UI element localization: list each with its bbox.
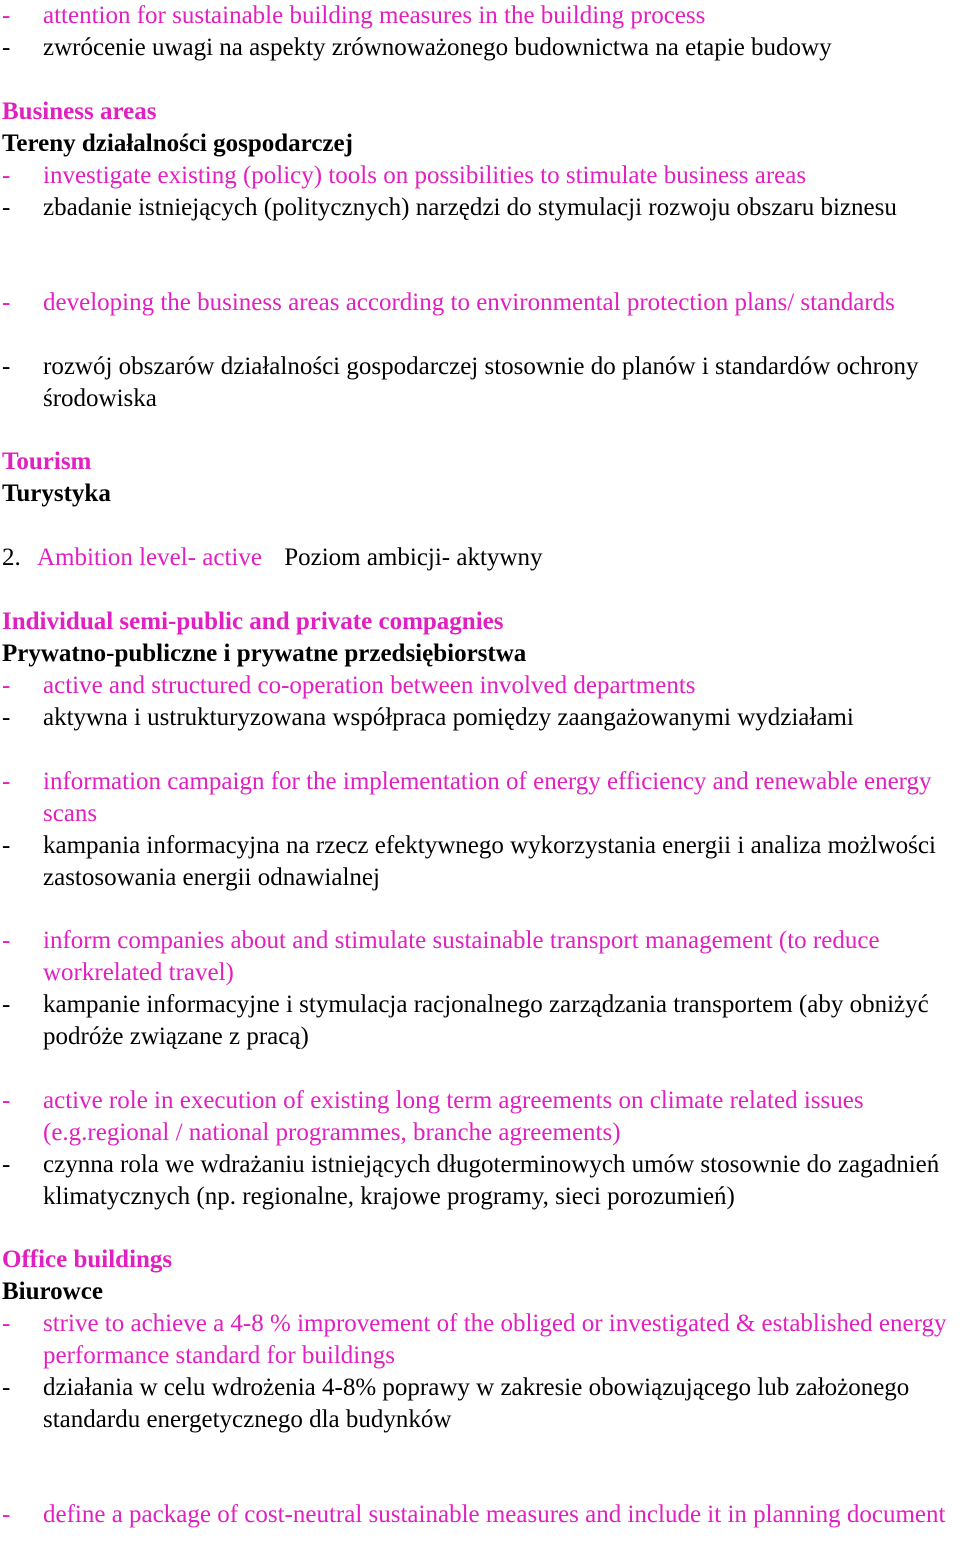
list-item (2, 830, 954, 894)
bullet-dash: - (2, 672, 11, 699)
ambition-level-polish: Poziom ambicji- aktywny (284, 544, 543, 571)
bullet-dash: - (2, 1087, 11, 1114)
bullet-dash: - (2, 927, 11, 954)
bullet-text-english: attention for sustainable building measures in the building process (43, 2, 706, 29)
bullet-dash: - (2, 289, 11, 316)
list-item (2, 1085, 954, 1149)
bullet-dash: - (2, 194, 11, 221)
bullet-text-english: define a package of cost-neutral sustainable measures and include it in planning document (43, 1501, 946, 1528)
bullet-text-polish: działania w celu wdrożenia 4-8% poprawy w zakresie obowiązującego lub założonego standardu energetycznego dla budynków (43, 1374, 910, 1433)
list-item (2, 1308, 954, 1372)
bullet-text-english: strive to achieve a 4-8 % improvement of the obliged or investigated & established energy performance standard for buildings (43, 1310, 947, 1369)
list-item (2, 32, 954, 64)
bullet-dash: - (2, 162, 11, 189)
section-heading-polish: Biurowce (2, 1278, 103, 1305)
bullet-text-english: investigate existing (policy) tools on possibilities to stimulate business areas (43, 162, 807, 189)
bullet-dash: - (2, 353, 11, 380)
list-item (2, 287, 954, 319)
bullet-dash: - (2, 704, 11, 731)
bullet-text-polish: rozwój obszarów działalności gospodarczej stosownie do planów i standardów ochrony środowiska (43, 353, 919, 412)
list-item (2, 766, 954, 830)
bullet-dash: - (2, 768, 11, 795)
list-item (2, 160, 954, 192)
section-heading-polish: Turystyka (2, 480, 111, 507)
section-heading-english: Business areas (2, 98, 157, 125)
list-item (2, 192, 954, 224)
bullet-dash: - (2, 2, 11, 29)
bullet-dash: - (2, 832, 11, 859)
list-item (2, 989, 954, 1053)
list-item (2, 0, 954, 32)
list-item (2, 351, 954, 415)
section-heading-english: Office buildings (2, 1246, 173, 1273)
list-item (2, 925, 954, 989)
bullet-dash: - (2, 991, 11, 1018)
list-item (2, 670, 954, 702)
section-heading-english: Individual semi-public and private compagnies (2, 608, 504, 635)
section-heading-polish: Tereny działalności gospodarczej (2, 130, 353, 157)
bullet-text-polish: aktywna i ustrukturyzowana współpraca pomiędzy zaangażowanymi wydziałami (43, 704, 854, 731)
ambition-level-english: Ambition level- active (37, 544, 262, 571)
bullet-text-polish: zwrócenie uwagi na aspekty zrównoważonego budownictwa na etapie budowy (43, 34, 832, 61)
bullet-text-english: active and structured co-operation between involved departments (43, 672, 696, 699)
bullet-dash: - (2, 1501, 11, 1528)
bullet-text-polish: kampanie informacyjne i stymulacja racjonalnego zarządzania transportem (aby obniżyć podróże związane z pracą) (43, 991, 929, 1050)
list-item (2, 1149, 954, 1213)
list-item (2, 1372, 954, 1436)
bullet-text-polish: zbadanie istniejących (politycznych) narzędzi do stymulacji rozwoju obszaru biznesu (43, 194, 897, 221)
bullet-text-polish: kampania informacyjna na rzecz efektywnego wykorzystania energii i analiza możlwości zastosowania energii odnawialnej (43, 832, 936, 891)
list-item (2, 1499, 954, 1531)
ambition-number: 2. (2, 544, 21, 571)
bullet-text-english: information campaign for the implementation of energy efficiency and renewable energy scans (43, 768, 932, 827)
bullet-text-polish: czynna rola we wdrażaniu istniejących długoterminowych umów stosownie do zagadnień klimatycznych (np. regionalne, krajowe programy, sieci porozumień) (43, 1151, 940, 1210)
ambition-level-line (2, 542, 956, 574)
bullet-dash: - (2, 1310, 11, 1337)
bullet-text-english: developing the business areas according to environmental protection plans/ standards (43, 289, 895, 316)
bullet-text-english: inform companies about and stimulate sustainable transport management (to reduce workrelated travel) (43, 927, 880, 986)
bullet-dash: - (2, 1151, 11, 1178)
section-heading-polish: Prywatno-publiczne i prywatne przedsiębiorstwa (2, 640, 527, 667)
section-heading-english: Tourism (2, 448, 92, 475)
bullet-text-english: active role in execution of existing long term agreements on climate related issues (e.g.regional / national programmes, branche agreements) (43, 1087, 864, 1146)
bullet-dash: - (2, 34, 11, 61)
bullet-dash: - (2, 1374, 11, 1401)
list-item (2, 702, 954, 734)
